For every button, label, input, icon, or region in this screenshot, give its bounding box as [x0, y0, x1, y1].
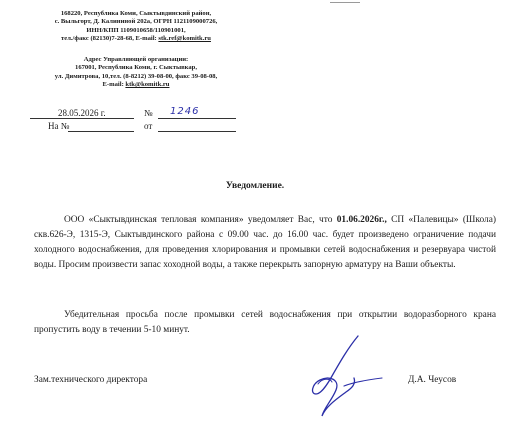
notice-title: Уведомление. — [225, 181, 285, 191]
registration-date-line — [30, 118, 134, 119]
notice-p1-date: 01.06.2026г., — [336, 215, 387, 225]
management-email — [18, 81, 254, 89]
management-details — [18, 56, 254, 90]
handwritten-signature — [296, 332, 386, 424]
sender-email-link[interactable]: stk.ref@komitk.ru — [158, 35, 211, 43]
sender-address-line3: ИНН/КПП 1109010658/110901001, — [86, 26, 186, 34]
signature-stroke-main — [313, 336, 358, 416]
management-line2: ул. Димитрова, 10,тел. (8-8212) 39-08-00, факс 39-08-08, — [54, 72, 218, 80]
management-line1: 167001, Республика Коми, г. Сыктывкар, — [75, 64, 197, 72]
management-email-prefix: E-mail: — [102, 81, 126, 89]
notice-p1-part-a: ООО «Сыктывдинская тепловая компания» уведомляет Вас, что — [64, 215, 337, 225]
signatory-name: Д.А. Чеусов — [408, 375, 457, 385]
notice-p1-part-b: СП «Палевицы» (Школа) скв.626-Э, 1315-Э, Сыктывдинского района с 09.00 час. до 16.00 час. будет произведено ограничение подачи холодного водоснабжения, для проведения хлорирования и промывки сетей водоснабжения и резервуара чистой воды. Просим произвести запас хоходной воды, а также перекрыть запорную арматуру на Ваши объекты. — [34, 215, 496, 270]
sender-contacts-prefix: тел./факс (82130)7-28-68, E-mail: — [61, 35, 159, 43]
sender-contacts — [18, 35, 254, 43]
reference-label: На № — [48, 121, 70, 131]
registration-number-label: № — [144, 108, 153, 118]
reference-date-line — [158, 131, 236, 132]
reference-number-line — [68, 131, 134, 132]
registration-number-line — [158, 118, 236, 119]
page-top-mark — [330, 0, 360, 3]
sender-address-line1: 168220, Республика Коми, Сыктывдинский район, — [60, 10, 212, 17]
notice-paragraph-2 — [34, 308, 496, 338]
sender-details — [18, 10, 254, 44]
reference-from-label: от — [144, 121, 153, 131]
signature-stroke-tail — [344, 378, 382, 386]
notice-p2-text: Убедительная просьба после промывки сетей водоснабжения при открытии водоразборного крана пропустить воду в течении 5-10 минут. — [34, 310, 496, 335]
sender-address-line2: с. Выльгорт, Д. Калининой 202а, ОГРН 1121109000726, — [54, 18, 218, 26]
signatory-position: Зам.технического директора — [34, 375, 148, 385]
management-heading: Адрес Управляющей организации: — [83, 56, 189, 63]
notice-paragraph-1 — [34, 213, 496, 273]
registration-date: 28.05.2026 г. — [58, 108, 106, 118]
registration-number-handwritten: 1246 — [170, 106, 200, 117]
management-email-link[interactable]: ktk@komitk.ru — [125, 81, 170, 89]
